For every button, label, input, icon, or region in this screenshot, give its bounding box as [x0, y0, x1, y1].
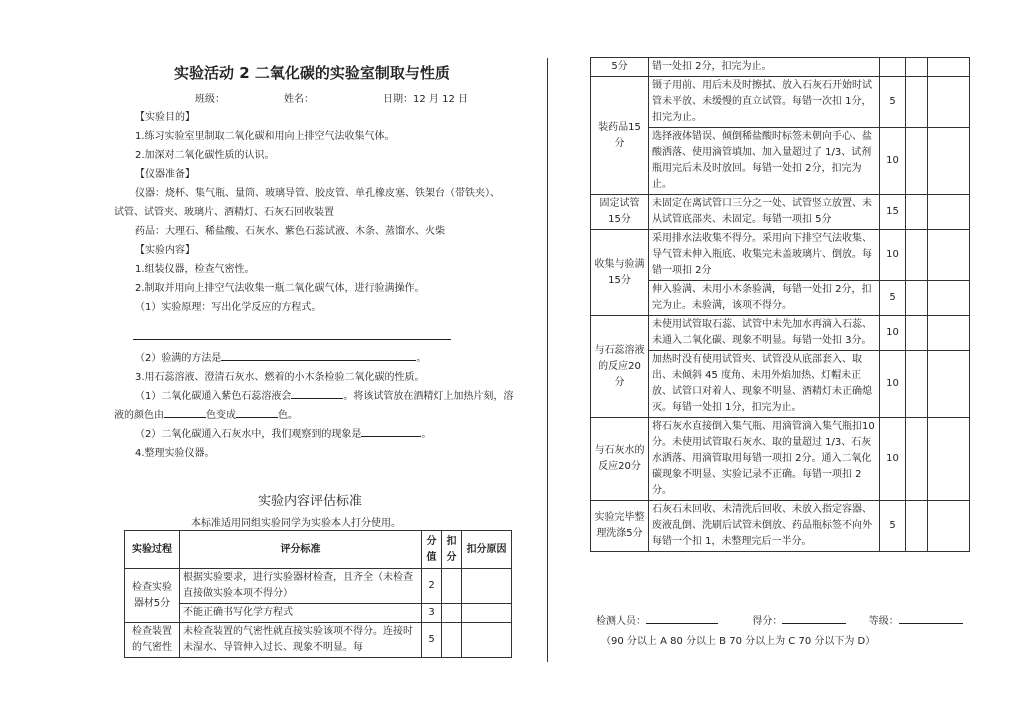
criteria-cell: 不能正确书写化学方程式	[180, 604, 422, 623]
deduct-cell[interactable]	[906, 501, 928, 552]
points-cell: 3	[422, 604, 442, 623]
purpose-item: 2.加深对二氧化碳性质的认识。	[135, 150, 275, 161]
deduct-cell[interactable]	[906, 351, 928, 418]
verify-blank[interactable]	[221, 350, 416, 361]
deduct-cell[interactable]	[906, 58, 928, 77]
purpose-item: 1.练习实验室里制取二氧化碳和用向上排空气法收集气体。	[135, 131, 395, 142]
points-cell: 15	[880, 195, 906, 230]
criteria-cell: 选择液体错误、倾倒稀盐酸时标签未朝向手心、盐酸洒落、使用滴管填加、加入量超过了 1/3、试剂瓶用完后未及时放回。每错一处扣 2分，扣完为止。	[649, 128, 880, 195]
left-eval-table	[124, 530, 512, 658]
verify-line	[135, 349, 426, 364]
litmus-text: （1）二氧化碳通入紫色石蕊溶液会	[135, 391, 292, 402]
process-cell: 与石灰水的反应20分	[591, 418, 649, 501]
name-label: 姓名：	[284, 94, 314, 105]
header-process: 实验过程	[125, 531, 180, 569]
verify-text: （2）验满的方法是	[135, 353, 222, 364]
criteria-cell: 伸入验满、未用小木条验满，每错一处扣 2分，扣完为止。未验满，该项不得分。	[649, 281, 880, 316]
reason-cell[interactable]	[462, 569, 512, 604]
deduct-cell[interactable]	[442, 569, 462, 604]
right-eval-table	[590, 57, 970, 552]
reason-cell[interactable]	[928, 128, 970, 195]
criteria-cell: 将石灰水直接倒入集气瓶、用滴管滴入集气瓶扣10分。未使用试管取石灰水、取的量超过 1/3、石灰水洒落、用滴管取用每错一项扣 2分。通入二氧化碳现象不明显、实验记录不正确。每错一项扣 2分。	[649, 418, 880, 501]
criteria-cell: 未使用试管取石蕊、试管中未先加水再滴入石蕊、未通入二氧化碳、现象不明显。每错一处扣 3分。	[649, 316, 880, 351]
points-cell: 5	[880, 501, 906, 552]
process-cell: 与石蕊溶液的反应20分	[591, 316, 649, 418]
points-cell: 10	[880, 128, 906, 195]
grade-blank[interactable]	[899, 613, 963, 624]
content-item: 3.用石蕊溶液、澄清石灰水、燃着的小木条检验二氧化碳的性质。	[135, 372, 425, 383]
header-deduct: 扣分	[442, 531, 462, 569]
deduct-cell[interactable]	[906, 230, 928, 281]
criteria-cell: 石灰石未回收、未清洗后回收、未放入指定容器、废液乱倒、洗刷后试管未倒放、药品瓶标签不向外每错一个扣 1，未整理完后一半分。	[649, 501, 880, 552]
deduct-cell[interactable]	[906, 316, 928, 351]
criteria-cell: 根据实验要求，进行实验器材检查，且齐全（未检查直接做实验本项不得分）	[180, 569, 422, 604]
eval-subtitle: 本标准适用同组实验同学为实验本人打分使用。	[191, 518, 401, 529]
points-cell	[880, 58, 906, 77]
equipment-line: 试管、试管夹、玻璃片、酒精灯、石灰石回收装置	[114, 207, 334, 218]
reason-cell[interactable]	[928, 195, 970, 230]
content-subitem: （1）实验原理：写出化学反应的方程式。	[135, 302, 322, 313]
criteria-cell: 镊子用前、用后未及时擦拭、放入石灰石开始时试管未平放、未缓慢的直立试管。每错一次扣 1分，扣完为止。	[649, 77, 880, 128]
reason-cell[interactable]	[928, 418, 970, 501]
points-cell: 5	[880, 281, 906, 316]
purpose-heading: 【实验目的】	[135, 112, 195, 123]
grade-scale: （90 分以上 A 80 分以上 B 70 分以上为 C 70 分以下为 D）	[601, 636, 876, 647]
verify-end: 。	[416, 353, 427, 364]
color-line	[114, 406, 298, 421]
color-text-3: 色。	[278, 410, 298, 421]
color-text: 液的颜色由	[114, 410, 164, 421]
process-cell: 5分	[591, 58, 649, 77]
criteria-cell: 采用排水法收集不得分。采用向下排空气法收集、导气管未伸入瓶底、收集完未盖玻璃片、倒放。每错一项扣 2分	[649, 230, 880, 281]
header-criteria: 评分标准	[180, 531, 422, 569]
reason-cell[interactable]	[928, 351, 970, 418]
score-blank[interactable]	[782, 613, 846, 624]
criteria-cell: 未检查装置的气密性就直接实验该项不得分。连接时未湿水、导管伸入过长、现象不明显。每	[180, 623, 422, 658]
page-title: 实验活动 2 二氧化碳的实验室制取与性质	[174, 64, 450, 82]
footer-sign-line	[596, 612, 963, 627]
deduct-cell[interactable]	[442, 623, 462, 658]
color-text-2: 色变成	[206, 410, 236, 421]
reason-cell[interactable]	[462, 604, 512, 623]
deduct-cell[interactable]	[906, 281, 928, 316]
eval-title: 实验内容评估标准	[258, 494, 363, 509]
points-cell: 2	[422, 569, 442, 604]
content-item: 2.制取并用向上排空气法收集一瓶二氧化碳气体，进行验满操作。	[135, 283, 425, 294]
header-points: 分值	[422, 531, 442, 569]
points-cell: 10	[880, 418, 906, 501]
litmus-text-2: 。将该试管放在酒精灯上加热片刻，溶	[343, 391, 514, 402]
reason-cell[interactable]	[928, 58, 970, 77]
reason-cell[interactable]	[928, 316, 970, 351]
points-cell: 5	[880, 77, 906, 128]
deduct-cell[interactable]	[906, 128, 928, 195]
process-cell: 装药品15分	[591, 77, 649, 195]
deduct-cell[interactable]	[906, 418, 928, 501]
criteria-cell: 加热时没有使用试管夹、试管没从底部套入、取出、未倾斜 45 度角、未用外焰加热、灯帽未正放、试管口对着人、现象不明显、酒精灯未正确熄灭。每错一处扣 1分，扣完为止。	[649, 351, 880, 418]
reason-cell[interactable]	[928, 77, 970, 128]
inspector-blank[interactable]	[646, 613, 718, 624]
process-cell: 固定试管15分	[591, 195, 649, 230]
points-cell: 5	[422, 623, 442, 658]
criteria-cell: 未固定在离试管口三分之一处、试管竖立放置、未从试管底部夹、未固定。每错一项扣 5分	[649, 195, 880, 230]
litmus-line	[135, 387, 513, 402]
date-label: 日期：12 月 12 日	[383, 94, 468, 105]
process-cell: 检查装置的气密性	[125, 623, 180, 658]
equipment-line: 仪器：烧杯、集气瓶、量筒、玻璃导管、胶皮管、单孔橡皮塞、铁架台（带铁夹）、	[135, 188, 500, 199]
deduct-cell[interactable]	[442, 604, 462, 623]
page-divider	[547, 58, 548, 662]
score-label: 得分：	[752, 616, 783, 627]
criteria-cell: 错一处扣 2分，扣完为止。	[649, 58, 880, 77]
content-item: 1.组装仪器，检查气密性。	[135, 264, 255, 275]
equation-blank[interactable]	[133, 339, 451, 340]
limewater-blank[interactable]	[361, 426, 421, 437]
inspector-label: 检测人员：	[596, 616, 646, 627]
deduct-cell[interactable]	[906, 77, 928, 128]
header-reason: 扣分原因	[462, 531, 512, 569]
limewater-line	[135, 425, 431, 440]
litmus-blank[interactable]	[291, 388, 343, 399]
points-cell: 10	[880, 230, 906, 281]
grade-label: 等级：	[868, 616, 899, 627]
process-cell: 收集与验满15分	[591, 230, 649, 316]
equipment-heading: 【仪器准备】	[135, 169, 195, 180]
reason-cell[interactable]	[462, 623, 512, 658]
color-from-blank[interactable]	[164, 407, 206, 418]
color-to-blank[interactable]	[236, 407, 278, 418]
reason-cell[interactable]	[928, 501, 970, 552]
content-item: 4.整理实验仪器。	[135, 448, 215, 459]
reason-cell[interactable]	[928, 281, 970, 316]
content-heading: 【实验内容】	[135, 245, 195, 256]
process-cell: 检查实验器材5分	[125, 569, 180, 623]
class-label: 班级：	[195, 94, 225, 105]
points-cell: 10	[880, 316, 906, 351]
drugs-line: 药品：大理石、稀盐酸、石灰水、紫色石蕊试液、木条、蒸馏水、火柴	[135, 226, 445, 237]
limewater-end: 。	[421, 429, 432, 440]
process-cell: 实验完毕整理洗涤5分	[591, 501, 649, 552]
limewater-text: （2）二氧化碳通入石灰水中，我们观察到的现象是	[135, 429, 362, 440]
points-cell: 10	[880, 351, 906, 418]
reason-cell[interactable]	[928, 230, 970, 281]
deduct-cell[interactable]	[906, 195, 928, 230]
